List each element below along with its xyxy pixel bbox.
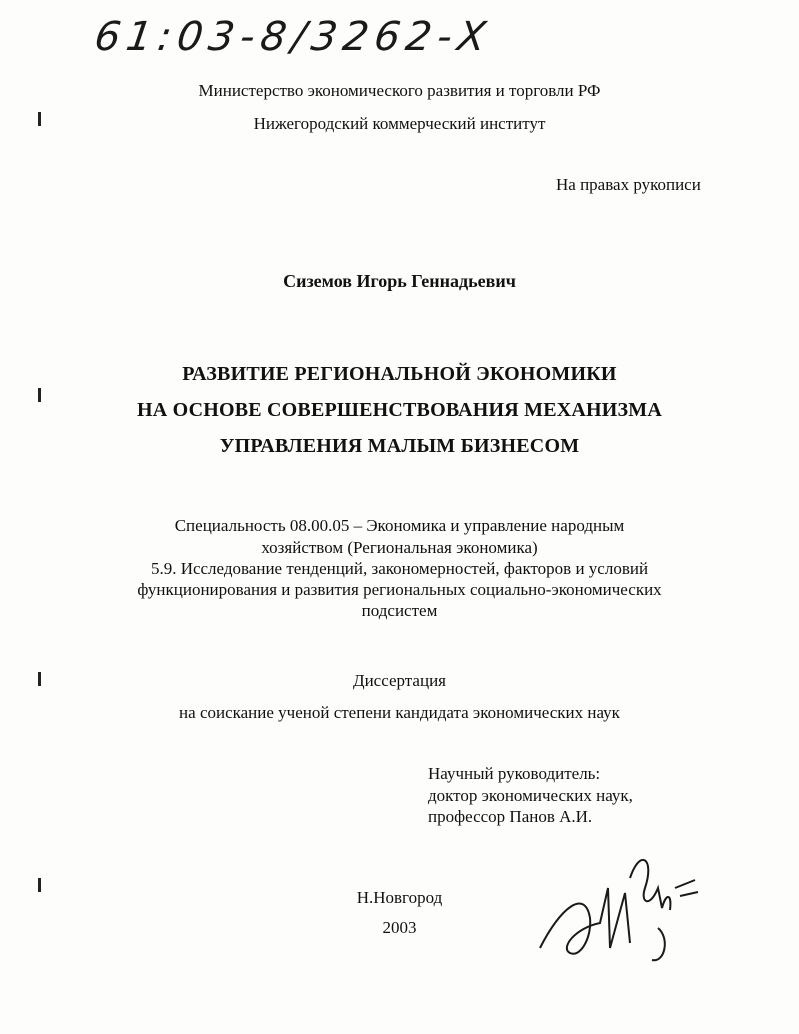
year: 2003 (382, 918, 417, 937)
work-type: Диссертация (352, 671, 446, 690)
supervisor-line: профессор Панов А.И. (428, 807, 593, 826)
rights-note: На правах рукописи (556, 175, 701, 194)
handwritten-signature-icon (530, 848, 710, 978)
supervisor-line: Научный руководитель: (428, 764, 601, 783)
supervisor-line: доктор экономических наук, (428, 786, 633, 805)
institute-line: Нижегородский коммерческий институт (253, 114, 546, 133)
specialty-line: подсистем (361, 601, 438, 620)
degree-line: на соискание ученой степени кандидата экономических наук (179, 703, 620, 722)
specialty-line: 5.9. Исследование тенденций, закономерностей, факторов и условий (150, 559, 649, 578)
ministry-line: Министерство экономического развития и торговли РФ (198, 81, 601, 100)
specialty-line: функционирования и развития региональных социально-экономических (137, 580, 662, 599)
title-line: РАЗВИТИЕ РЕГИОНАЛЬНОЙ ЭКОНОМИКИ (182, 363, 617, 385)
city: Н.Новгород (356, 888, 443, 907)
title-line: НА ОСНОВЕ СОВЕРШЕНСТВОВАНИЯ МЕХАНИЗМА (136, 399, 663, 421)
author-name: Сиземов Игорь Геннадьевич (283, 271, 516, 291)
title-line: УПРАВЛЕНИЯ МАЛЫМ БИЗНЕСОМ (219, 435, 580, 457)
archive-number-handwritten: 61:03-8/3262-Х (91, 14, 495, 60)
specialty-line: хозяйством (Региональная экономика) (261, 538, 538, 557)
specialty-line: Специальность 08.00.05 – Экономика и управление народным (174, 516, 625, 535)
